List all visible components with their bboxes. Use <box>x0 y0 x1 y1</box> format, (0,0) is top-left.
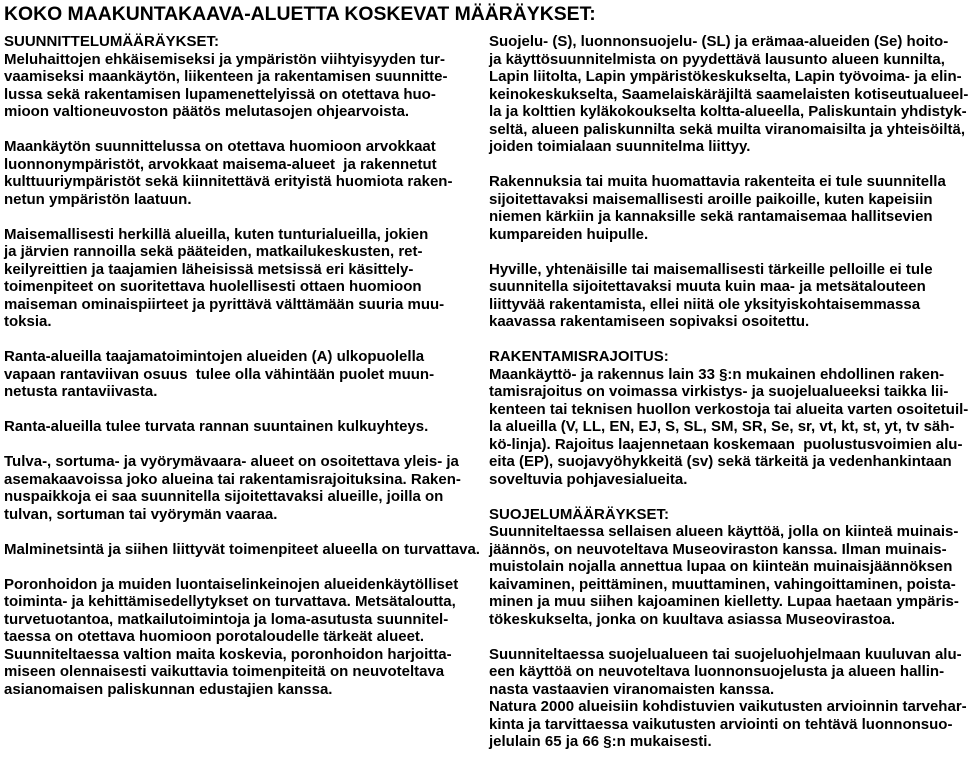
regulation-paragraph: Tulva-, sortuma- ja vyörymävaara- alueet on osoitettava yleis- ja asemakaavoissa joko alueina tai rakentamisrajoituksina. Raken- nuspaikkoja ei saa suunnitella sijoitettavaksi alueille, joilla on tulvan, sortuman tai vyörymän vaaraa. <box>4 453 461 523</box>
regulation-paragraph: Maankäytön suunnittelussa on otettava huomioon arvokkaat luonnonympäristöt, arvokkaat maisema-alueet ja rakennetut kulttuuriympäristöt sekä kiinnitettävä erityistä huomiota raken- netun ympäristön laatuun. <box>4 138 453 208</box>
regulation-paragraph: Maisemallisesti herkillä alueilla, kuten tunturialueilla, jokien ja järvien rannoilla sekä pääteiden, matkailukeskusten, ret- keilyreittien ja taajamien läheisissä metsissä eri käsittely- toimenpiteet on suoritettava huolellisesti ottaen huomioon maiseman ominaispiirteet ja pyrittävä välttämään suuria muu- toksia. <box>4 225 445 330</box>
regulation-paragraph: Suunniteltaessa suojelualueen tai suojeluohjelmaan kuuluvan alu- een käyttöä on neuvoteltava luonnonsuojelusta ja alueen hallin- nasta vastaavien viranomaisten kanssa. Natura 2000 alueisiin kohdistuvien vaikutusten arvioinnin tarvehar- kinta ja tarvittaessa vaikutusten arviointi on tehtävä luonnonsuo- jelulain 65 ja 66 §:n mukaisesti. <box>489 645 967 750</box>
regulation-paragraph: Maankäyttö- ja rakennus lain 33 §:n mukainen ehdollinen raken- tamisrajoitus on voimassa virkistys- ja suojelualueeksi taikka lii- kenteen tai teknisen huollon verkostoja tai alueita varten osoitetuil- la alueilla (V, LL, EN, EJ, S, SL, SM, SR, Se, sr, vt, kt, st, yt, tv säh- kö-linja). Rajoitus laajennetaan koskemaan puolustusvoimien alu- eita (EP), suojavyöhykkeitä (sv) sekä tärkeitä ja vedenhankintaan soveltuvia pohjavesialueita. <box>489 365 969 488</box>
regulation-paragraph: Ranta-alueilla taajamatoimintojen alueiden (A) ulkopuolella vapaan rantaviivan osuus tulee olla vähintään puolet muun- netusta rantaviivasta. <box>4 348 435 400</box>
regulation-paragraph: Meluhaittojen ehkäisemiseksi ja ympäristön viihtyisyyden tur- vaamiseksi maankäytön, liikenteen ja rakentamisen suunnitte- lussa sekä rakentamisen lupamenettelyissä on otettava huo- mioon valtioneuvoston päätös melutasojen ohjearvoista. <box>4 50 448 120</box>
section-heading-planning-regulations: SUUNNITTELUMÄÄRÄYKSET: <box>4 33 219 50</box>
right-column <box>489 33 976 751</box>
regulation-paragraph: Poronhoidon ja muiden luontaiselinkeinojen alueidenkäytölliset toiminta- ja kehittämisedellytykset on turvattava. Metsätaloutta, turvetuotantoa, matkailutoimintoja ja loma-asutusta suunnitel- taessa on otettava huomioon porotaloudelle tärkeät alueet. Suunniteltaessa valtion maita koskevia, poronhoidon harjoitta- miseen olennaisesti vaikuttavia toimenpiteitä on neuvoteltava asianomaisen paliskunnan edustajien kanssa. <box>4 575 459 698</box>
regulation-paragraph: Malminetsintä ja siihen liittyvät toimenpiteet alueella on turvattava. <box>4 540 480 558</box>
section-heading-building-restriction: RAKENTAMISRAJOITUS: <box>489 348 669 365</box>
section-heading-protection-regulations: SUOJELUMÄÄRÄYKSET: <box>489 505 670 523</box>
regulation-paragraph: Suunniteltaessa sellaisen alueen käyttöä, jolla on kiinteä muinais- jäännös, on neuvoteltava Museoviraston kanssa. Ilman muinais- muistolain nojalla annettua lupaa on kiinteän muinaisjäännöksen kaivaminen, peittäminen, muuttaminen, vahingoittaminen, poista- minen ja muu siihen kajoaminen kielletty. Lupaa haetaan ympäris- tökeskukselta, jonka on kuultava asiassa Museovirastoa. <box>489 523 959 628</box>
regulation-paragraph: Ranta-alueilla tulee turvata rannan suuntainen kulkuyhteys. <box>4 418 429 435</box>
regulation-paragraph: Rakennuksia tai muita huomattavia rakenteita ei tule suunnitella sijoitettavaksi maisemallisesti aroille paikoille, kuten kapeisiin niemen kärkiin ja kannaksille sekä rantamaisemaa hallitsevien kumpareiden huipulle. <box>489 173 946 243</box>
regulation-paragraph: Hyville, yhtenäisille tai maisemallisesti tärkeille pelloille ei tule suunnitella sijoitettavaksi muuta kuin maa- ja metsätalouteen liittyvää rakentamista, ellei niitä ole yksityiskohtaisemmassa kaavassa rakentamiseen sopivaksi osoitettu. <box>489 260 933 330</box>
left-column <box>4 33 486 698</box>
regulation-paragraph: Suojelu- (S), luonnonsuojelu- (SL) ja erämaa-alueiden (Se) hoito- ja käyttösuunnitelmista on pyydettävä lausunto alueen kunnilta, Lapin liitolta, Lapin ympäristökeskukselta, Lapin työvoima- ja elin- keinokeskukselta, Saamelaiskäräjiltä saamelaisten kotiseutualueel- la ja kolttien kyläkokoukselta koltta-alueella, Paliskuntain yhdistyk- seltä, alueen paliskunnilta sekä muilta viranomaisilta ja yhteisöiltä, joiden toimialaan suunnitelma liittyy. <box>489 33 969 155</box>
page-title: KOKO MAAKUNTAKAAVA-ALUETTA KOSKEVAT MÄÄRÄYKSET: <box>4 3 596 25</box>
